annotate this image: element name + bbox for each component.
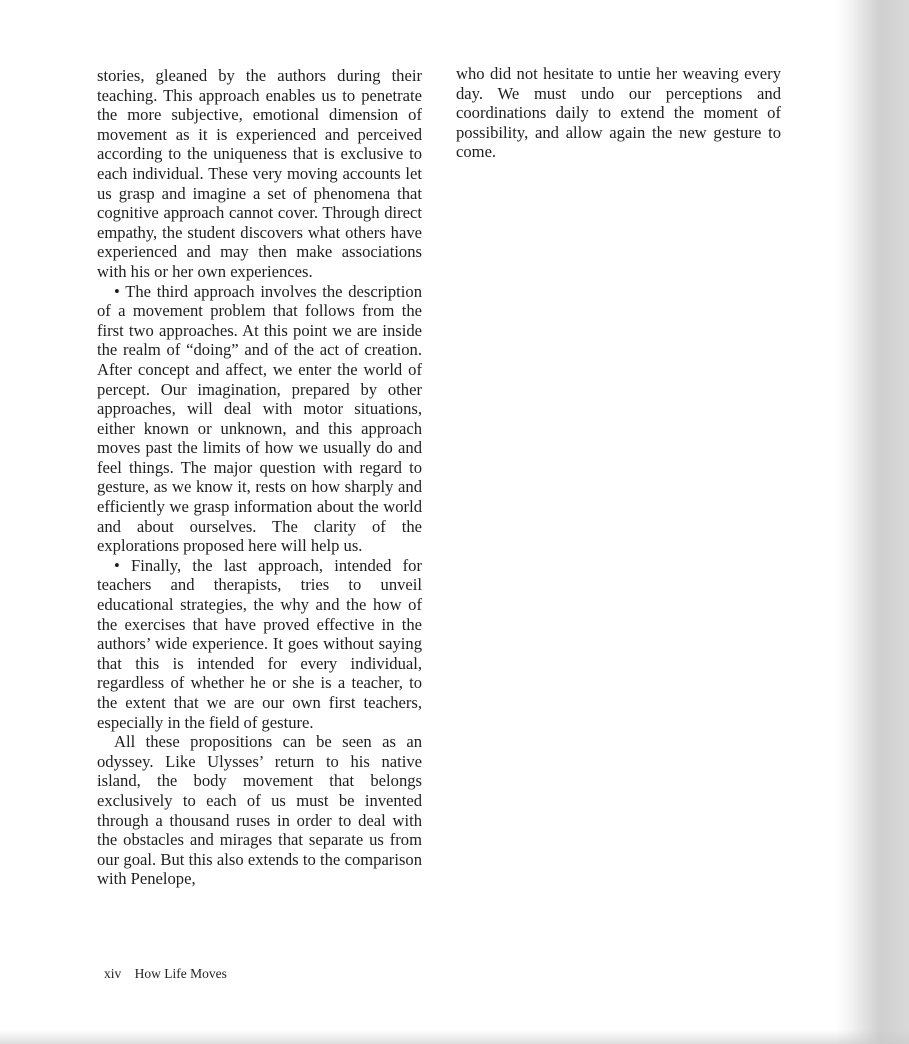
running-title: How Life Moves <box>134 966 227 981</box>
page-number: xiv <box>104 966 122 981</box>
paragraph-odyssey: All these propositions can be seen as an odyssey. Like Ulysses’ return to his native island, the body movement that belongs exclusively to each of us must be invented through a thousand ruses in order to deal with the obstacles and mirages that separate us from our goal. But this also extends to the comparison with Penelope, <box>97 732 422 889</box>
paragraph-penelope: who did not hesitate to untie her weaving every day. We must undo our perceptions and coordinations daily to extend the moment of possibility, and allow again the new gesture to come. <box>456 64 781 162</box>
page-footer <box>104 966 227 982</box>
paragraph-last-approach: • Finally, the last approach, intended for teachers and therapists, tries to unveil educational strategies, the why and the how of the exercises that have proved effective in the authors’ wide experience. It goes without saying that this is intended for every individual, regardless of whether he or she is a teacher, to the extent that we are our own first teachers, especially in the field of gesture. <box>97 555 422 732</box>
right-text-column <box>456 64 781 162</box>
page-edge-shadow <box>0 1030 909 1044</box>
left-text-column <box>97 66 422 889</box>
paragraph-stories: stories, gleaned by the authors during their teaching. This approach enables us to penetrate the more subjective, emotional dimension of movement as it is experienced and perceived according to the uniqueness that is exclusive to each individual. These very moving accounts let us grasp and imagine a set of phenomena that cognitive approach cannot cover. Through direct empathy, the student discovers what others have experienced and may then make associations with his or her own experiences. <box>97 66 422 281</box>
paragraph-third-approach: • The third approach involves the description of a movement problem that follows from the first two approaches. At this point we are inside the realm of “doing” and of the act of creation. After concept and affect, we enter the world of percept. Our imagination, prepared by other approaches, will deal with motor situations, either known or unknown, and this approach moves past the limits of how we usually do and feel things. The major question with regard to gesture, as we know it, rests on how sharply and efficiently we grasp information about the world and about ourselves. The clarity of the explorations proposed here will help us. <box>97 281 422 556</box>
